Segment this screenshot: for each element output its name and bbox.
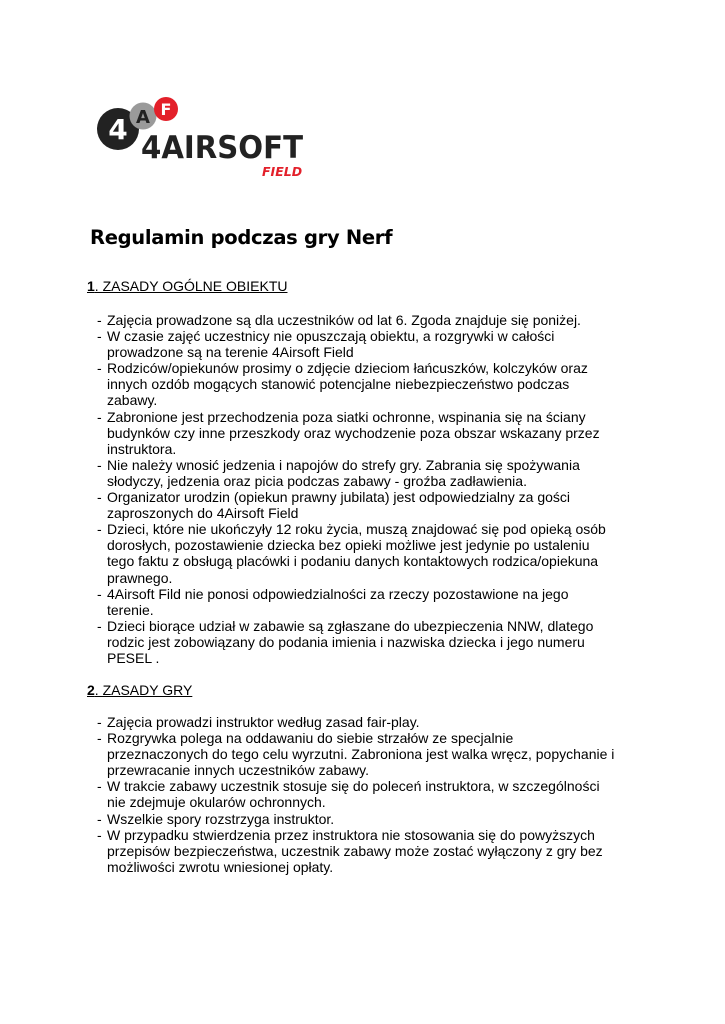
list-item: - Zajęcia prowadzi instruktor według zasad fair-play. <box>97 714 420 730</box>
section-2-list <box>97 714 617 875</box>
list-item: - Zabronione jest przechodzenia poza siatki ochronne, wspinania się na ściany budynków czy inne przeszkody oraz wychodzenie poza obszar wskazany przez instruktora. <box>97 408 600 457</box>
logo-brand-text: 4AIRSOFT <box>141 130 303 166</box>
logo-circle-a-label: A <box>136 107 150 128</box>
logo-field-text: FIELD <box>262 164 303 179</box>
section-1-list <box>97 312 617 666</box>
logo-circle-f-label: F <box>160 100 172 119</box>
document-title: Regulamin podczas gry Nerf <box>90 226 393 249</box>
section-1-number: 1 <box>87 278 95 294</box>
section-1-title: . ZASADY OGÓLNE OBIEKTU <box>94 278 288 294</box>
logo-circle-4-label: 4 <box>108 113 128 146</box>
list-item: - W przypadku stwierdzenia przez instruktora nie stosowania się do powyższych przepisów bezpieczeństwa, uczestnik zabawy może zostać wyłączony z gry bez możliwości zwrotu wniesionej opłaty. <box>97 826 603 875</box>
list-item: - Dzieci, które nie ukończyły 12 roku życia, muszą znajdować się pod opieką osób dorosłych, pozostawienie dziecka bez opieki możliwe jest jedynie po ustaleniu tego faktu z obsługą placówki i podaniu danych kontaktowych rodzica/opiekuna prawnego. <box>97 521 606 586</box>
section-2-heading <box>87 682 192 699</box>
list-item: - Organizator urodzin (opiekun prawny jubilata) jest odpowiedzialny za gości zaproszonych do 4Airsoft Field <box>97 489 571 522</box>
list-item: - Dzieci biorące udział w zabawie są zgłaszane do ubezpieczenia NNW, dlatego rodzic jest zobowiązany do podania imienia i nazwiska dziecka i jego numeru PESEL . <box>97 617 594 666</box>
list-item: - Wszelkie spory rozstrzyga instruktor. <box>97 810 335 827</box>
list-item: - Zajęcia prowadzone są dla uczestników od lat 6. Zgoda znajduje się poniżej. <box>97 312 581 328</box>
section-2-number: 2 <box>87 682 95 698</box>
list-item: - 4Airsoft Fild nie ponosi odpowiedzialności za rzeczy pozostawione na jego terenie. <box>97 585 569 618</box>
list-item: - Rodziców/opiekunów prosimy o zdjęcie dzieciom łańcuszków, kolczyków oraz innych ozdób mogących stanowić potencjalne niebezpieczeństwo podczas zabawy. <box>97 360 588 409</box>
list-item: - Rozgrywka polega na oddawaniu do siebie strzałów ze specjalnie przeznaczonych do tego celu wyrzutni. Zabroniona jest walka wręcz, popychanie i przewracanie innych uczestników zabawy. <box>97 730 615 779</box>
list-item: - W trakcie zabawy uczestnik stosuje się do poleceń instruktora, w szczególności nie zdejmuje okularów ochronnych. <box>97 778 600 811</box>
list-item: - W czasie zajęć uczestnicy nie opuszczają obiektu, a rozgrywki w całości prowadzone są na terenie 4Airsoft Field <box>97 328 555 361</box>
list-item: - Nie należy wnosić jedzenia i napojów do strefy gry. Zabrania się spożywania słodyczy, jedzenia oraz picia podczas zabawy - groźba zadławienia. <box>97 456 580 489</box>
4airsoft-field-logo <box>96 96 311 181</box>
section-2-title: . ZASADY GRY <box>94 682 193 698</box>
section-1-heading <box>87 278 287 295</box>
